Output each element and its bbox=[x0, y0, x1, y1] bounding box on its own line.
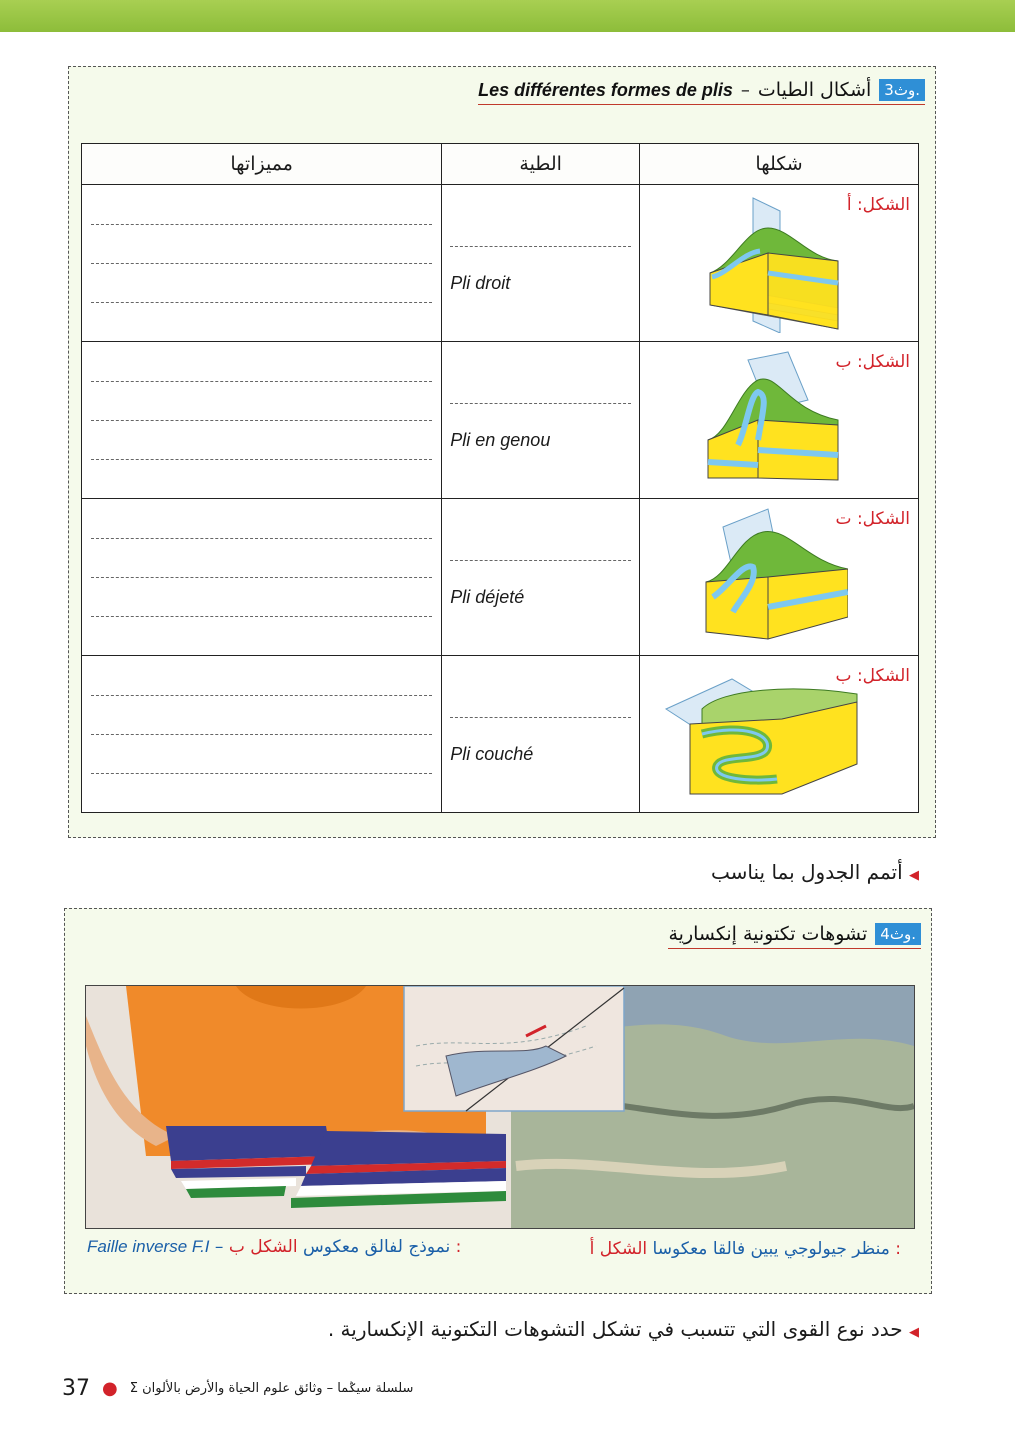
shape-label: الشكل: أ bbox=[846, 195, 910, 215]
fold-name: Pli déjeté bbox=[450, 587, 525, 607]
table-row bbox=[82, 656, 919, 813]
fold-answer-line[interactable] bbox=[450, 716, 631, 718]
caption-fig-a bbox=[590, 1239, 901, 1259]
doc3-title-dash: – bbox=[740, 79, 750, 101]
bullet-arrow-icon: ◀ bbox=[909, 868, 919, 883]
shape-label: الشكل: ت bbox=[835, 509, 910, 529]
top-color-bar bbox=[0, 0, 1015, 32]
instruction-text: أتمم الجدول بما يناسب bbox=[711, 860, 903, 884]
fold-answer-line[interactable] bbox=[450, 245, 631, 247]
shape-cell bbox=[640, 499, 919, 656]
fold-answer-line[interactable] bbox=[450, 559, 631, 561]
shape-label: الشكل: ب bbox=[835, 666, 910, 686]
folds-table bbox=[81, 143, 919, 813]
fold-name: Pli en genou bbox=[450, 430, 551, 450]
doc4-title bbox=[668, 923, 921, 949]
document-3-box bbox=[68, 66, 936, 838]
document-4-box bbox=[64, 908, 932, 1294]
caption-a-text: منظر جيولوجي يبين فالقا معكوسا bbox=[652, 1239, 890, 1259]
fold-cell bbox=[442, 185, 640, 342]
instruction-text: حدد نوع القوى التي تتسبب في تشكل التشوهات التكتونية الإنكسارية . bbox=[327, 1317, 903, 1341]
features-answer-cell[interactable] bbox=[82, 656, 442, 813]
table-row bbox=[82, 185, 919, 342]
instruction-complete-table bbox=[711, 860, 919, 884]
features-answer-cell[interactable] bbox=[82, 342, 442, 499]
knee-fold-diagram bbox=[698, 350, 848, 490]
page-footer bbox=[62, 1376, 413, 1401]
footer-dot-icon: ● bbox=[102, 1378, 118, 1399]
doc4-title-ar: تشوهات تكتونية إنكسارية bbox=[668, 923, 868, 945]
caption-b-label: الشكل ب : bbox=[228, 1237, 462, 1257]
fold-name: Pli droit bbox=[450, 273, 511, 293]
fold-cell bbox=[442, 656, 640, 813]
page-number: 37 bbox=[62, 1376, 90, 1401]
caption-b-dash: – bbox=[214, 1237, 224, 1257]
table-row bbox=[82, 499, 919, 656]
doc4-badge: وث4. bbox=[875, 923, 921, 945]
doc3-title-ar: أشكال الطيات bbox=[757, 79, 872, 101]
fold-answer-line[interactable] bbox=[450, 402, 631, 404]
shape-cell bbox=[640, 656, 919, 813]
fault-images bbox=[86, 986, 914, 1228]
instruction-determine-forces bbox=[328, 1317, 919, 1341]
series-title: Σ سلسلة سيݣما – وثائق علوم الحياة والأرض بالألوان bbox=[129, 1381, 414, 1396]
doc3-title bbox=[478, 79, 925, 105]
features-answer-cell[interactable] bbox=[82, 499, 442, 656]
shape-cell bbox=[640, 342, 919, 499]
caption-a-label: الشكل أ : bbox=[589, 1239, 901, 1259]
upright-fold-diagram bbox=[698, 193, 848, 333]
features-answer-cell[interactable] bbox=[82, 185, 442, 342]
header-fold: الطية bbox=[442, 144, 640, 185]
overturned-fold-diagram bbox=[698, 507, 848, 647]
doc3-badge: وث3. bbox=[879, 79, 925, 101]
fold-cell bbox=[442, 499, 640, 656]
fold-name: Pli couché bbox=[450, 744, 534, 764]
fault-photos bbox=[85, 985, 915, 1229]
header-shape: شكلها bbox=[640, 144, 919, 185]
shape-label: الشكل: ب bbox=[835, 352, 910, 372]
doc3-title-fr: Les différentes formes de plis bbox=[478, 79, 733, 100]
caption-b-text: نموذج لفالق معكوس bbox=[302, 1237, 451, 1257]
table-row bbox=[82, 342, 919, 499]
bullet-arrow-icon: ◀ bbox=[909, 1325, 919, 1340]
fold-cell bbox=[442, 342, 640, 499]
recumbent-fold-diagram bbox=[662, 664, 862, 804]
shape-cell bbox=[640, 185, 919, 342]
header-features: مميزاتها bbox=[82, 144, 442, 185]
caption-fig-b bbox=[87, 1237, 461, 1257]
caption-b-fr: Faille inverse F.I bbox=[87, 1237, 210, 1256]
